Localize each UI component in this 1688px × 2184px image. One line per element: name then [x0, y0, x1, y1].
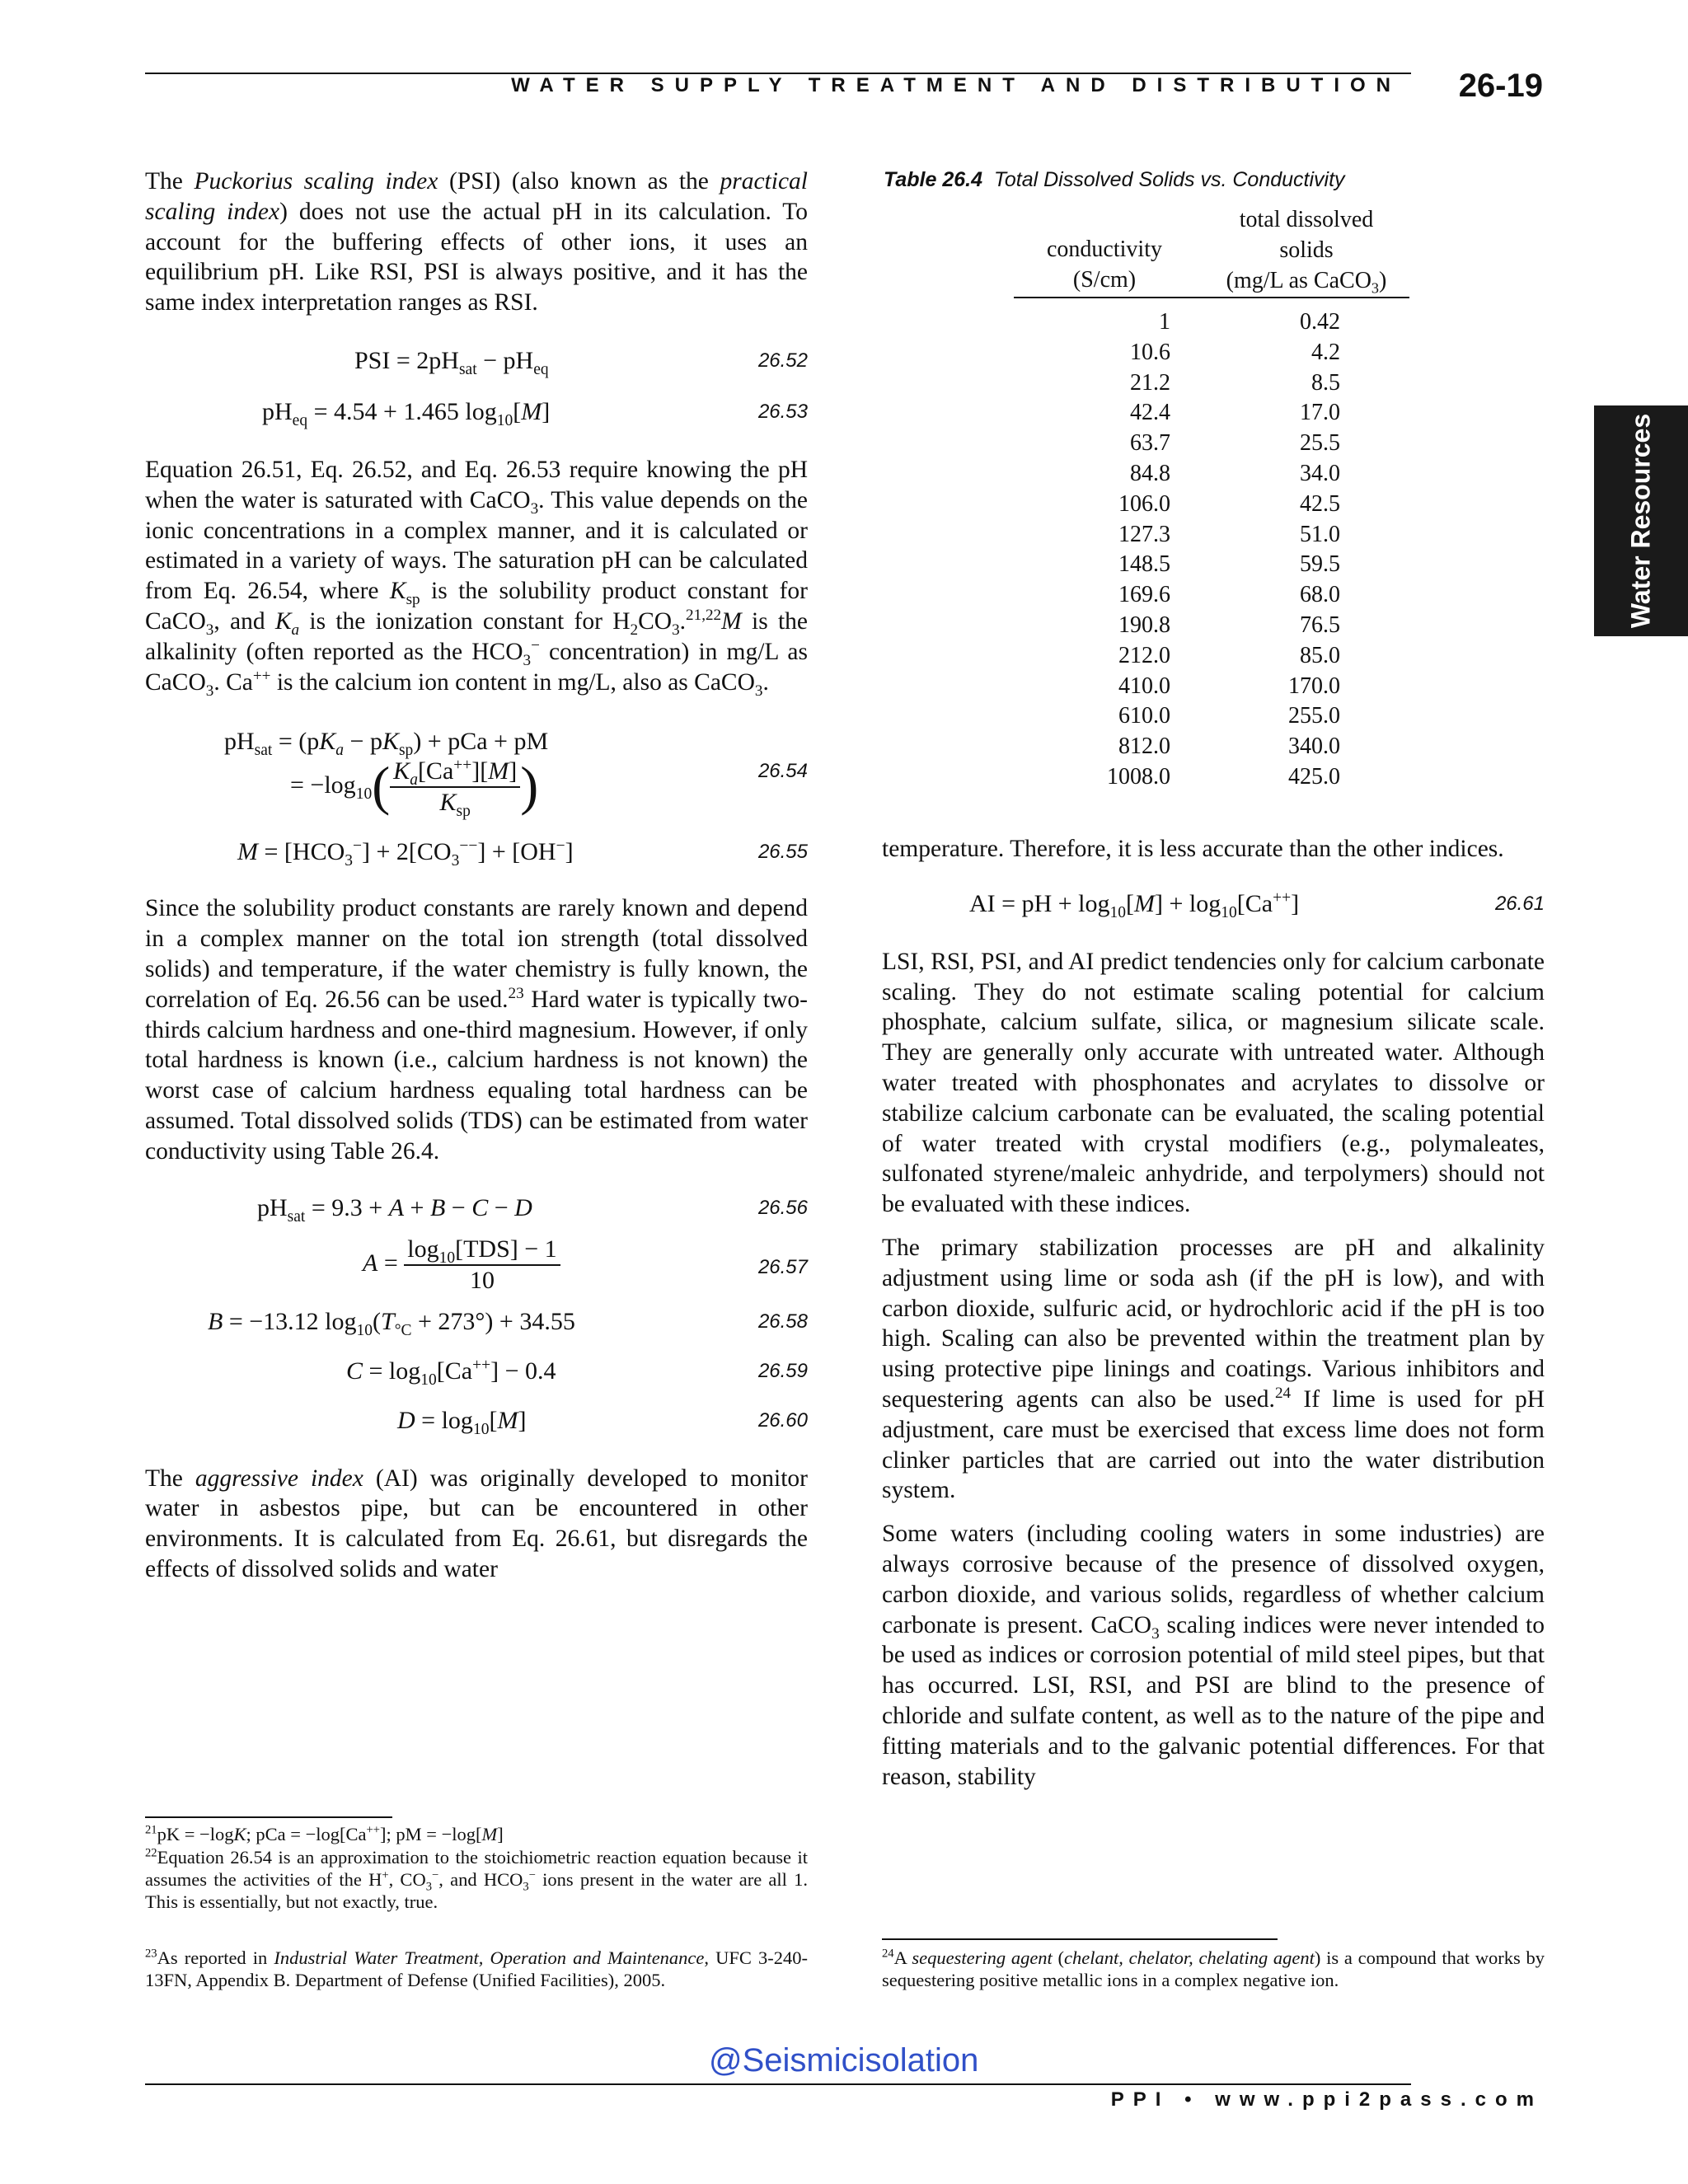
cell-tds: 17.0 — [1300, 400, 1340, 426]
cell-conductivity: 42.4 — [1130, 400, 1170, 426]
cell-conductivity: 1 — [1159, 309, 1170, 335]
table-row — [1014, 549, 1409, 579]
table-row — [1014, 489, 1409, 519]
cell-conductivity: 212.0 — [1118, 642, 1170, 668]
table-row — [1014, 307, 1409, 337]
equation-26-55: $M = [HCO_3^-] + 2[CO_3^{--}] + [OH^-]$ 26.55 — [237, 837, 808, 870]
equation-26-57: A = $\frac{\log_{10}[TDS] - 1}{10}$ 26.57 — [363, 1235, 808, 1294]
paragraph-solubility: Since the solubility product constants are rarely known and depend in a complex manner on the total ion strength (total dissolved solids) and temperature, if the water chemistry is fully known, the correlation of Eq. 26.56 can be used.$^{23}$ Hard water is typically two-thirds calcium hardness and one-third magnesium. However, if only total hardness is known (i.e., calcium hardness is not known) the worst case of calcium hardness equaling total hardness can be assumed. Total dissolved solids (TDS) can be estimated from water conductivity using Table 26.4. — [145, 895, 809, 1165]
table-row — [1014, 458, 1409, 489]
equation-26-52: PSI = $2pH_{sat} - pH_{eq}$ 26.52 — [354, 346, 808, 378]
equation-number: 26.56 — [757, 1196, 808, 1219]
table-row — [1014, 397, 1409, 428]
footnote-21: $^{21}$pK = −logK; pCa = −log[Ca++]; pM = −log[M] — [145, 1823, 504, 1844]
equation-26-59: $C = \log_{10}[Ca^{++}] - 0.4$ 26.59 — [346, 1356, 808, 1389]
cell-conductivity: 1008.0 — [1107, 764, 1170, 790]
running-head: WATER SUPPLY TREATMENT AND DISTRIBUTION — [511, 74, 1401, 96]
cell-tds: 0.42 — [1300, 309, 1340, 335]
equation-number: 26.57 — [757, 1255, 808, 1278]
table-caption: Table 26.4 Total Dissolved Solids vs. Conductivity — [884, 168, 1345, 191]
equation-number: 26.58 — [757, 1310, 808, 1333]
equation-number: 26.53 — [757, 400, 808, 423]
right-column-top — [882, 834, 1545, 1792]
cell-tds: 4.2 — [1311, 339, 1340, 365]
table-row — [1014, 701, 1409, 731]
watermark: @Seismicisolation — [709, 2042, 979, 2079]
footnote-23: $^{23}$As reported in Industrial Water Treatment, Operation and Maintenance, UFC 3-240-13FN, Appendix B. Department of Defense (Unified Facilities), 2005. — [145, 1947, 809, 1990]
paragraph-saturation-ph: Equation 26.51, Eq. 26.52, and Eq. 26.53 require knowing the pH when the water is saturated with CaCO$_3$. This value depends on the ionic concentrations in a complex manner, and it is calculated or estimated in a variety of ways. The saturation pH can be calculated from Eq. 26.54, where $K_{sp}$ is the solubility product constant for CaCO$_3$, and $K_a$ is the ionization constant for $H_2CO_3.^{21,22}M$ is the alkalinity (often reported as the $HCO_3^-$ concentration) in mg/L as CaCO$_3$. Ca++ is the calcium ion content in mg/L, also as CaCO$_3$. — [145, 456, 808, 700]
table-header-rule — [1014, 297, 1409, 298]
table-row — [1014, 731, 1409, 762]
cell-conductivity: 63.7 — [1130, 430, 1170, 457]
equation-26-58: B = −13.12 $\log_{10}(T_{^\circ C} + 273^\circ) + 34.55$ 26.58 — [208, 1307, 808, 1339]
equation-26-54-line1: $pH_{sat} = (pK_a - pK_{sp})$ + pCa + pM — [224, 728, 549, 760]
cell-tds: 59.5 — [1300, 551, 1340, 578]
footnote-22: $^{22}$Equation 26.54 is an approximation to the stoichiometric reaction equation because it assumes the activities of the H+, $CO_3^-$, and $HCO_3^-$ ions present in the water are all 1. This is essentially, but not exactly, true. — [145, 1846, 808, 1912]
footnote-rule — [145, 1816, 392, 1818]
cell-conductivity: 127.3 — [1118, 521, 1170, 547]
cell-tds: 42.5 — [1300, 490, 1340, 517]
table-row — [1014, 610, 1409, 640]
equation-26-56: $pH_{sat} = 9.3 + A + B - C - D$ 26.56 — [257, 1193, 808, 1226]
equation-number: 26.61 — [1494, 892, 1545, 915]
cell-tds: 425.0 — [1288, 764, 1340, 790]
table-row — [1014, 762, 1409, 792]
table-row — [1014, 671, 1409, 701]
cell-conductivity: 610.0 — [1118, 703, 1170, 729]
cell-conductivity: 10.6 — [1130, 339, 1170, 365]
equation-number: 26.55 — [757, 841, 808, 864]
cell-tds: 25.5 — [1300, 430, 1340, 457]
side-tab-label: Water Resources — [1625, 413, 1656, 629]
equation-26-53: $pH_{eq} = 4.54 + 1.465$ $\log_{10}[M]$ 26.53 — [262, 397, 808, 429]
cell-conductivity: 84.8 — [1130, 461, 1170, 486]
paragraph-temperature: temperature. Therefore, it is less accurate than the other indices. — [882, 836, 1504, 862]
table-row — [1014, 428, 1409, 458]
footer-rule — [145, 2083, 1411, 2085]
cell-conductivity: 148.5 — [1118, 551, 1170, 578]
equation-number: 26.60 — [757, 1408, 808, 1432]
cell-tds: 170.0 — [1288, 673, 1340, 699]
paragraph-corrosive-waters: Some waters (including cooling waters in some industries) are always corrosive because of the presence of dissolved oxygen, carbon dioxide, and various solids, regardless of whether calcium carbonate is present. CaCO$_3$ scaling indices were never intended to be used as indices or corrosion potential of mild steel pipes, but that has occurred. LSI, RSI, and PSI are blind to the presence of chloride and sulfate content, as well as to the nature of the pipe and fitting materials and to the galvanic potential differences. For that reason, stability — [882, 1521, 1545, 1790]
cell-tds: 340.0 — [1288, 733, 1340, 760]
cell-conductivity: 169.6 — [1118, 582, 1170, 608]
footnote-rule — [882, 1938, 1278, 1940]
equation-26-60: $D = \log_{10}[M]$ 26.60 — [397, 1406, 808, 1438]
cell-tds: 8.5 — [1311, 369, 1340, 396]
equation-number: 26.59 — [757, 1359, 808, 1382]
cell-tds: 68.0 — [1300, 582, 1340, 608]
column-header-tds: total dissolved solids (mg/L as CaCO$_3$) — [1226, 207, 1387, 297]
cell-conductivity: 812.0 — [1118, 733, 1170, 760]
equation-number: 26.54 — [757, 760, 808, 783]
table-row — [1014, 519, 1409, 550]
section-side-tab — [1594, 405, 1688, 636]
equation-number: 26.52 — [757, 349, 808, 372]
paragraph-index-limits: LSI, RSI, PSI, and AI predict tendencies only for calcium carbonate scaling. They do not estimate scaling potential for calcium phosphate, calcium sulfate, silica, or magnesium silicate scale. They are generally only accurate with untreated water. Although water treated with phosphonates and acrylates to dissolve or stabilize calcium carbonate can be evaluated, the scaling potential of water treated with crystal modifiers (e.g., polymaleates, sulfonated styrene/maleic anhydride, and terpolymers) should not be evaluated with these indices. — [882, 948, 1545, 1218]
cell-conductivity: 106.0 — [1118, 490, 1170, 517]
paragraph-stabilization: The primary stabilization processes are pH and alkalinity adjustment using lime or soda ash (if the pH is low), and with carbon dioxide, sulfuric acid, or hydrochloric acid if the pH is too high. Scaling can also be prevented within the treatment plan by using protective pipe linings and coatings. Various inhibitors and sequestering agents can also be used.$^{24}$ If lime is used for pH adjustment, care must be exercised that excess lime does not form clinker particles that are carried out into the water distribution system. — [882, 1234, 1545, 1504]
cell-tds: 85.0 — [1300, 642, 1340, 668]
table-row — [1014, 337, 1409, 368]
page-number: 26-19 — [1458, 68, 1543, 104]
footer-text: PPI • www.ppi2pass.com — [1110, 2088, 1543, 2111]
table-row — [1014, 368, 1409, 398]
cell-tds: 255.0 — [1288, 703, 1340, 729]
paragraph-psi-intro: The Puckorius scaling index (PSI) (also known as the practical scaling index) does not use the actual pH in its calculation. To account for the buffering effects of other ions, it uses an equilibrium pH. Like RSI, PSI is always positive, and it has the same index interpretation ranges as RSI. — [145, 168, 808, 316]
column-header-conductivity: conductivity (S/cm) — [1047, 237, 1162, 293]
table-row — [1014, 640, 1409, 671]
equation-26-54-line2: = $-\log_{10}$( $\frac{K_a[Ca^{++}][M]}{K_{sp}}$ ) 26.54 — [290, 756, 808, 821]
cell-tds: 34.0 — [1300, 461, 1340, 486]
cell-conductivity: 190.8 — [1118, 612, 1170, 638]
left-column — [145, 166, 808, 1585]
paragraph-aggressive-index: The aggressive index (AI) was originally developed to monitor water in asbestos pipe, but can be encountered in other environments. It is calculated from Eq. 26.61, but disregards the effects of dissolved solids and water — [145, 1465, 808, 1582]
cell-conductivity: 21.2 — [1130, 369, 1170, 396]
table-row — [1014, 579, 1409, 610]
cell-tds: 76.5 — [1300, 612, 1340, 638]
cell-conductivity: 410.0 — [1118, 673, 1170, 699]
equation-26-61: AI = pH + $\log_{10}[M] + \log_{10}[Ca^{++}]$ 26.61 — [969, 888, 1545, 921]
footnote-24: $^{24}$A sequestering agent (chelant, chelator, chelating agent) is a compound that works by sequestering positive metallic ions in a complex negative ion. — [882, 1947, 1545, 1990]
cell-tds: 51.0 — [1300, 521, 1340, 547]
